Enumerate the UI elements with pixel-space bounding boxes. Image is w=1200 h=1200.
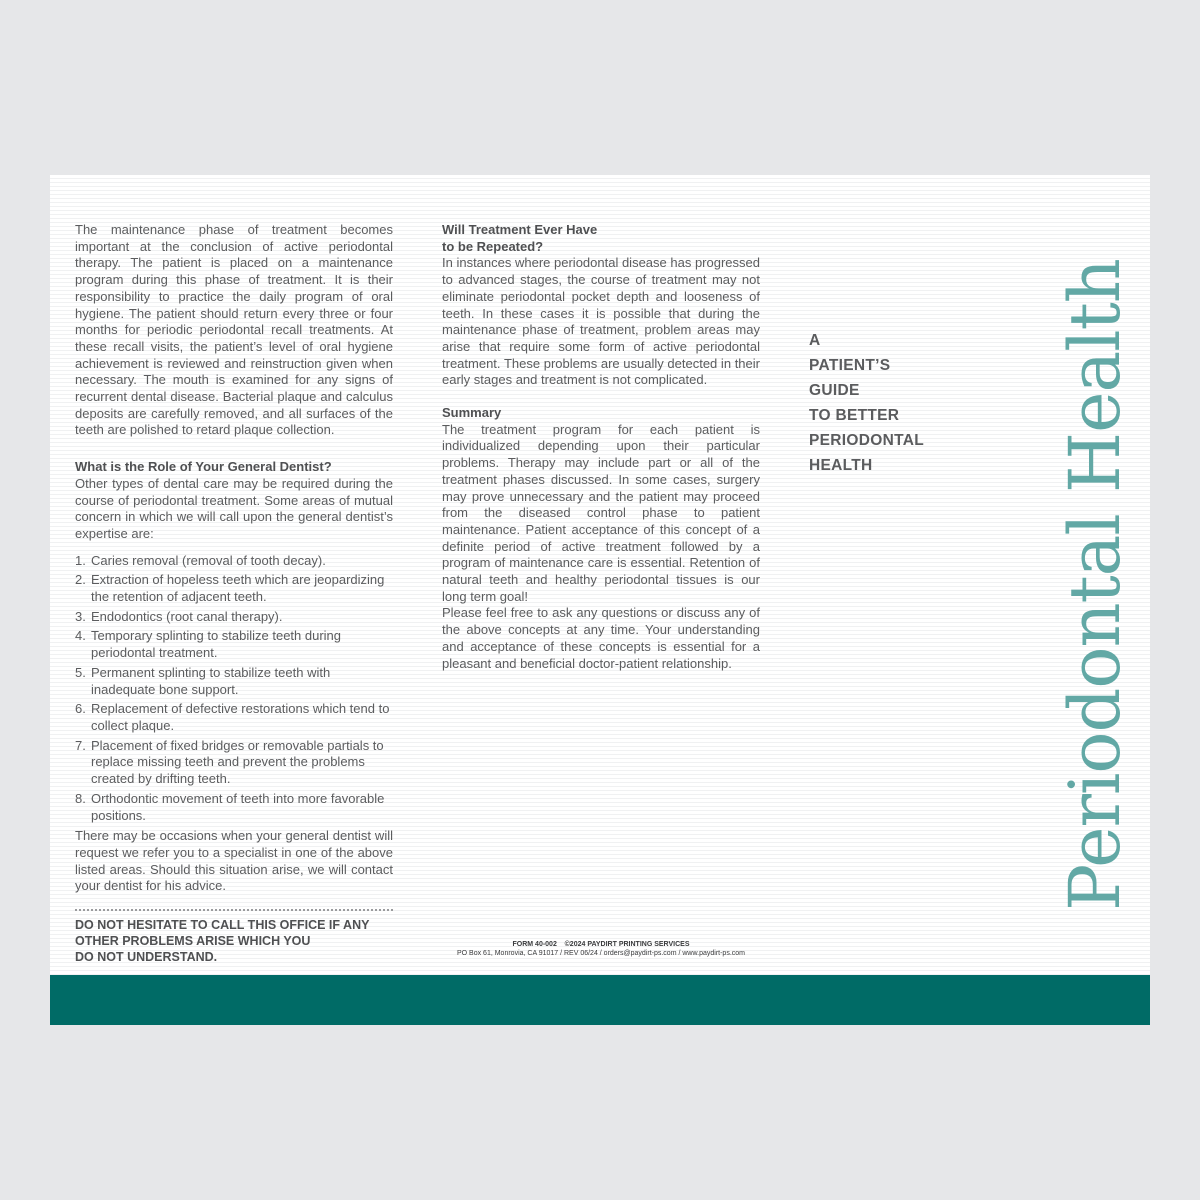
repeat-paragraph: In instances where periodontal disease has progressed to advanced stages, the course of treatment may not eliminate periodontal pocket depth and looseness of teeth. In these cases it is possible that during the maintenance phase of treatment, problem areas may arise that require some form of active periodontal treatment. These problems are usually detected in their early stages and treatment is not complicated. <box>442 255 760 388</box>
maintenance-paragraph: The maintenance phase of treatment becomes important at the conclusion of active periodontal therapy. The patient is placed on a maintenance program during this phase of treatment. It is their responsibility to practice the daily program of oral hygiene. The patient should return every three or four months for periodic periodontal recall treatments. At these recall visits, the patient’s level of oral hygiene achievement is reviewed and reinstruction given when necessary. The mouth is examined for any signs of recurrent dental disease. Bacterial plaque and calculus deposits are carefully removed, and all surfaces of the teeth are polished to retard plaque collection. <box>75 222 393 438</box>
brochure-sheet <box>50 175 1150 1025</box>
list-item: 5. Permanent splinting to stabilize teeth with inadequate bone support. <box>75 664 331 697</box>
summary-heading: Summary <box>442 405 502 421</box>
form-info <box>442 940 760 958</box>
role-closing: There may be occasions when your general dentist will request we refer you to a specialist in one of the above listed areas. Should this situation arise, we will contact your dentist for his advice. <box>75 828 393 894</box>
call-office-notice: DO NOT HESITATE TO CALL THIS OFFICE IF ANY OTHER PROBLEMS ARISE WHICH YOU DO NOT UNDERSTAND. <box>75 918 370 965</box>
closing-paragraph: Please feel free to ask any questions or discuss any of the above concepts at any time. Your understanding and acceptance of these concepts is essential for a pleasant and beneficial doctor-patient relationship. <box>442 605 760 671</box>
list-item: 7. Placement of fixed bridges or removable partials to replace missing teeth and prevent the problems created by drifting teeth. <box>75 737 384 787</box>
repeat-heading: Will Treatment Ever Have to be Repeated? <box>442 222 598 254</box>
cover-title: A PATIENT’S GUIDE TO BETTER PERIODONTAL HEALTH <box>809 332 924 474</box>
vertical-cover-title: Periodontal Health <box>1054 259 1136 911</box>
list-item: 1. Caries removal (removal of tooth decay). <box>75 552 326 568</box>
left-panel <box>75 222 393 965</box>
list-item: 3. Endodontics (root canal therapy). <box>75 608 283 624</box>
form-number: FORM 40-002 <box>512 941 557 948</box>
role-heading: What is the Role of Your General Dentist? <box>75 459 332 475</box>
list-item: 6. Replacement of defective restorations which tend to collect plaque. <box>75 701 390 733</box>
teal-footer-band <box>50 975 1150 1025</box>
role-list <box>75 553 393 825</box>
dotted-divider <box>75 909 393 911</box>
list-item: 4. Temporary splinting to stabilize teeth during periodontal treatment. <box>75 628 342 661</box>
list-item: 2. Extraction of hopeless teeth which are jeopardizing the retention of adjacent teeth. <box>75 572 385 605</box>
role-intro: Other types of dental care may be required during the course of periodontal treatment. Some areas of mutual concern in which we will call upon the general dentist’s expertise are: <box>75 475 393 541</box>
form-copyright: ©2024 PAYDIRT PRINTING SERVICES <box>564 941 690 948</box>
form-address: PO Box 61, Monrovia, CA 91017 / REV 06/24 / orders@paydirt-ps.com / www.paydirt-ps.com <box>456 950 745 957</box>
middle-panel <box>442 222 760 672</box>
list-item: 8. Orthodontic movement of teeth into more favorable positions. <box>75 790 385 823</box>
summary-paragraph: The treatment program for each patient is individualized depending upon their particular problems. Therapy may include part or all of the treatment phases discussed. In some cases, surgery may prove unnecessary and the patient may proceed from the diseased control phase to patient maintenance. Patient acceptance of this concept of a definite period of active treatment followed by a program of maintenance care is essential. Retention of natural teeth and healthy periodontal tissues is our long term goal! <box>442 421 760 604</box>
